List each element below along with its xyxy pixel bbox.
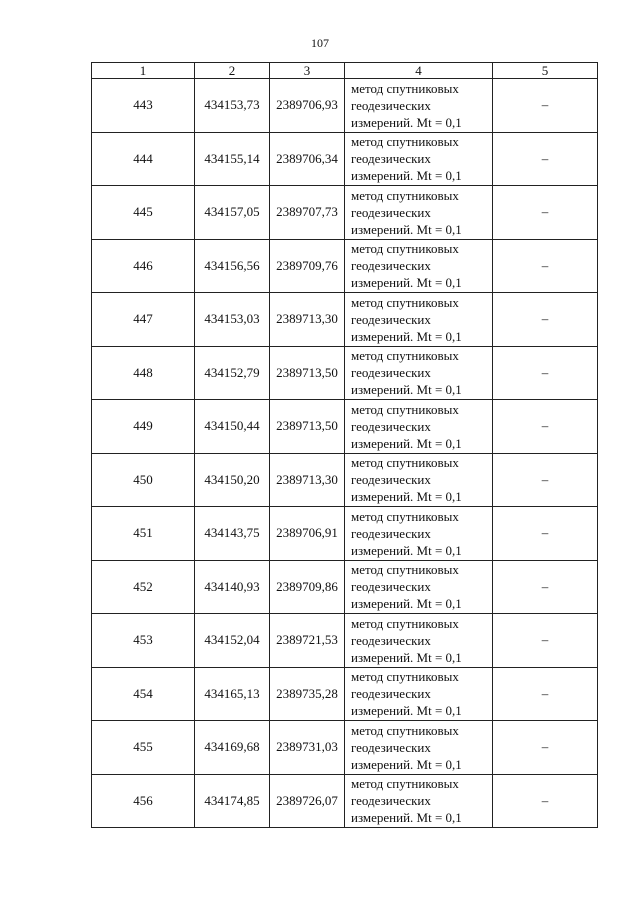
method-line: метод спутниковых [351,187,459,203]
coordinates-table [91,62,598,828]
table-row [92,560,598,614]
method-line: геодезических [351,793,431,809]
point-number-cell: 453 [92,614,195,668]
note-cell: – [493,400,598,454]
method-line: измерений. Mt = 0,1 [351,221,462,237]
method-line: измерений. Mt = 0,1 [351,114,462,130]
method-line: метод спутниковых [351,455,459,471]
x-coordinate-cell: 434143,75 [195,507,270,561]
method-line: геодезических [351,525,431,541]
method-line: геодезических [351,311,431,327]
x-coordinate-cell: 434153,73 [195,79,270,133]
method-line: метод спутниковых [351,615,459,631]
note-cell: – [493,453,598,507]
method-line: геодезических [351,151,431,167]
table-row [92,400,598,454]
method-line: геодезических [351,632,431,648]
point-number-cell: 456 [92,774,195,828]
point-number-cell: 449 [92,400,195,454]
x-coordinate-cell: 434156,56 [195,239,270,293]
method-line: измерений. Mt = 0,1 [351,382,462,398]
method-line: измерений. Mt = 0,1 [351,756,462,772]
y-coordinate-cell: 2389706,91 [270,507,345,561]
method-line: метод спутниковых [351,348,459,364]
y-coordinate-cell: 2389706,34 [270,132,345,186]
method-cell [345,507,493,561]
point-number-cell: 451 [92,507,195,561]
method-cell [345,79,493,133]
method-cell [345,239,493,293]
method-line: измерений. Mt = 0,1 [351,649,462,665]
method-line: измерений. Mt = 0,1 [351,275,462,291]
method-cell [345,614,493,668]
header-cell-note: 5 [493,63,598,79]
x-coordinate-cell: 434174,85 [195,774,270,828]
x-coordinate-cell: 434150,20 [195,453,270,507]
method-cell [345,667,493,721]
method-line: измерений. Mt = 0,1 [351,435,462,451]
y-coordinate-cell: 2389731,03 [270,721,345,775]
y-coordinate-cell: 2389709,76 [270,239,345,293]
x-coordinate-cell: 434140,93 [195,560,270,614]
method-line: геодезических [351,686,431,702]
point-number-cell: 445 [92,186,195,240]
note-cell: – [493,186,598,240]
method-cell [345,293,493,347]
method-cell [345,346,493,400]
x-coordinate-cell: 434165,13 [195,667,270,721]
method-line: геодезических [351,204,431,220]
note-cell: – [493,614,598,668]
note-cell: – [493,239,598,293]
x-coordinate-cell: 434153,03 [195,293,270,347]
table-row [92,453,598,507]
method-line: метод спутниковых [351,776,459,792]
method-cell [345,774,493,828]
method-line: геодезических [351,418,431,434]
method-cell [345,560,493,614]
method-cell [345,721,493,775]
y-coordinate-cell: 2389713,50 [270,346,345,400]
point-number-cell: 446 [92,239,195,293]
method-line: метод спутниковых [351,722,459,738]
method-line: метод спутниковых [351,401,459,417]
x-coordinate-cell: 434152,04 [195,614,270,668]
point-number-cell: 444 [92,132,195,186]
method-line: геодезических [351,739,431,755]
x-coordinate-cell: 434152,79 [195,346,270,400]
table-row [92,667,598,721]
method-line: метод спутниковых [351,669,459,685]
method-line: метод спутниковых [351,294,459,310]
header-cell-point-number: 1 [92,63,195,79]
y-coordinate-cell: 2389735,28 [270,667,345,721]
header-cell-method: 4 [345,63,493,79]
method-line: измерений. Mt = 0,1 [351,703,462,719]
note-cell: – [493,721,598,775]
method-line: метод спутниковых [351,241,459,257]
method-line: измерений. Mt = 0,1 [351,810,462,826]
method-cell [345,132,493,186]
y-coordinate-cell: 2389709,86 [270,560,345,614]
x-coordinate-cell: 434155,14 [195,132,270,186]
y-coordinate-cell: 2389713,30 [270,293,345,347]
table-row [92,79,598,133]
point-number-cell: 447 [92,293,195,347]
point-number-cell: 455 [92,721,195,775]
note-cell: – [493,293,598,347]
point-number-cell: 448 [92,346,195,400]
note-cell: – [493,346,598,400]
method-line: метод спутниковых [351,562,459,578]
note-cell: – [493,560,598,614]
y-coordinate-cell: 2389726,07 [270,774,345,828]
note-cell: – [493,507,598,561]
method-line: метод спутниковых [351,508,459,524]
page-number: 107 [311,36,329,50]
method-line: метод спутниковых [351,134,459,150]
table-body [92,79,598,828]
point-number-cell: 452 [92,560,195,614]
table-row [92,346,598,400]
point-number-cell: 454 [92,667,195,721]
method-line: метод спутниковых [351,80,459,96]
method-cell [345,453,493,507]
method-line: измерений. Mt = 0,1 [351,596,462,612]
header-cell-y: 3 [270,63,345,79]
table-row [92,721,598,775]
table-header-row [92,63,598,79]
header-cell-x: 2 [195,63,270,79]
note-cell: – [493,667,598,721]
table-row [92,774,598,828]
note-cell: – [493,774,598,828]
y-coordinate-cell: 2389707,73 [270,186,345,240]
method-cell [345,186,493,240]
table-row [92,186,598,240]
x-coordinate-cell: 434169,68 [195,721,270,775]
method-line: геодезических [351,365,431,381]
note-cell: – [493,79,598,133]
method-line: геодезических [351,579,431,595]
method-line: измерений. Mt = 0,1 [351,168,462,184]
y-coordinate-cell: 2389721,53 [270,614,345,668]
note-cell: – [493,132,598,186]
y-coordinate-cell: 2389713,30 [270,453,345,507]
point-number-cell: 450 [92,453,195,507]
method-line: геодезических [351,97,431,113]
table-row [92,132,598,186]
method-cell [345,400,493,454]
table-row [92,614,598,668]
y-coordinate-cell: 2389713,50 [270,400,345,454]
method-line: измерений. Mt = 0,1 [351,328,462,344]
x-coordinate-cell: 434157,05 [195,186,270,240]
table-row [92,507,598,561]
x-coordinate-cell: 434150,44 [195,400,270,454]
point-number-cell: 443 [92,79,195,133]
method-line: измерений. Mt = 0,1 [351,542,462,558]
table-row [92,293,598,347]
method-line: измерений. Mt = 0,1 [351,489,462,505]
y-coordinate-cell: 2389706,93 [270,79,345,133]
method-line: геодезических [351,258,431,274]
table-row [92,239,598,293]
method-line: геодезических [351,472,431,488]
